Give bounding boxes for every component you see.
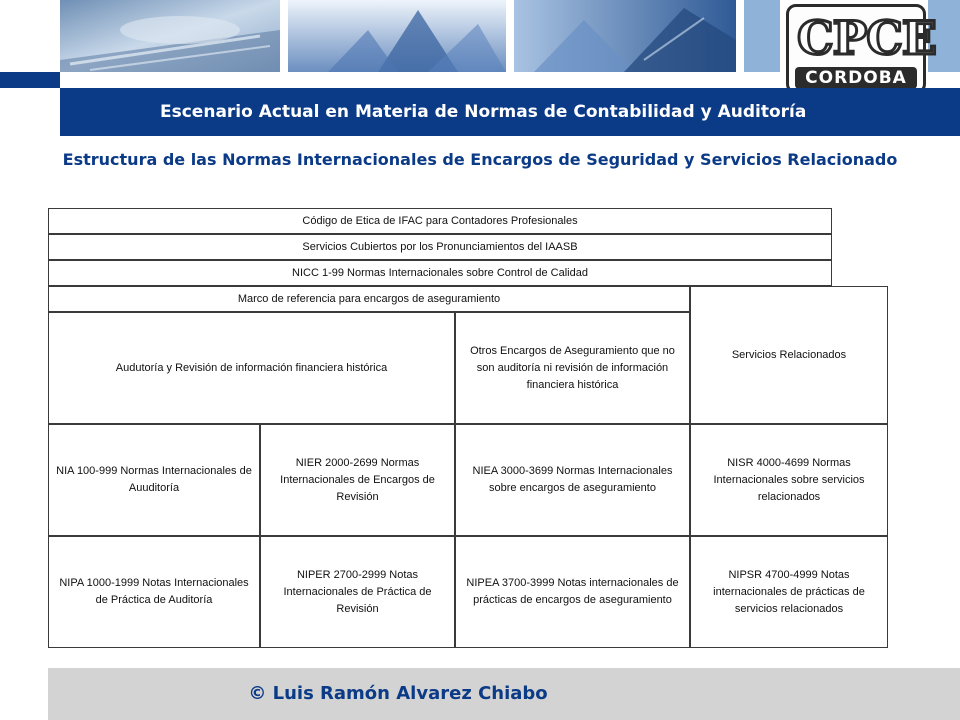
standard-nisr-cell: NISR 4000-4699 Normas Internacionales sobre servicios relacionados [690,424,888,536]
framework-cell: Marco de referencia para encargos de aseguramiento [48,286,690,312]
skyscraper-photo [288,0,506,72]
title-accent-left [0,72,60,88]
note-niper-cell: NIPER 2700-2999 Notas Internacionales de Práctica de Revisión [260,536,455,648]
footer-credit: © Luis Ramón Alvarez Chiabo [248,683,548,704]
header-left-stub [0,0,48,72]
table-row-quality-control: NICC 1-99 Normas Internacionales sobre Control de Calidad [48,260,832,286]
standard-niea-cell: NIEA 3000-3699 Normas Internacionales sobre encargos de aseguramiento [455,424,690,536]
keyboard-photo [60,0,280,72]
slide-subtitle: Estructura de las Normas Internacionales de Encargos de Seguridad y Servicios Relacionado [62,150,898,169]
table-row-code-ethics: Código de Etica de IFAC para Contadores Profesionales [48,208,832,234]
standard-nia-cell: NIA 100-999 Normas Internacionales de Auuditoría [48,424,260,536]
footer-band [48,668,960,720]
building-glass-photo [514,0,736,72]
logo-cordoba-text: CORDOBA [795,67,917,89]
note-nipsr-cell: NIPSR 4700-4999 Notas internacionales de prácticas de servicios relacionados [690,536,888,648]
related-services-cell: Servicios Relacionados [690,286,888,424]
title-band [60,88,960,136]
standard-nier-cell: NIER 2000-2699 Normas Internacionales de Encargos de Revisión [260,424,455,536]
audit-review-cell: Audutoría y Revisión de información financiera histórica [48,312,455,424]
standards-table [48,208,888,648]
note-nipa-cell: NIPA 1000-1999 Notas Internacionales de Práctica de Auditoría [48,536,260,648]
header-band [0,0,960,88]
page-title: Escenario Actual en Materia de Normas de Contabilidad y Auditoría [160,102,807,122]
logo-cpce-text: CPCE [797,11,936,65]
other-assurance-cell: Otros Encargos de Aseguramiento que no son auditoría ni revisión de información financiera histórica [455,312,690,424]
table-row-services-covered: Servicios Cubiertos por los Pronunciamientos del IAASB [48,234,832,260]
note-nipea-cell: NIPEA 3700-3999 Notas internacionales de prácticas de encargos de aseguramiento [455,536,690,648]
logo-frame [786,4,936,94]
cpce-logo [780,0,936,96]
